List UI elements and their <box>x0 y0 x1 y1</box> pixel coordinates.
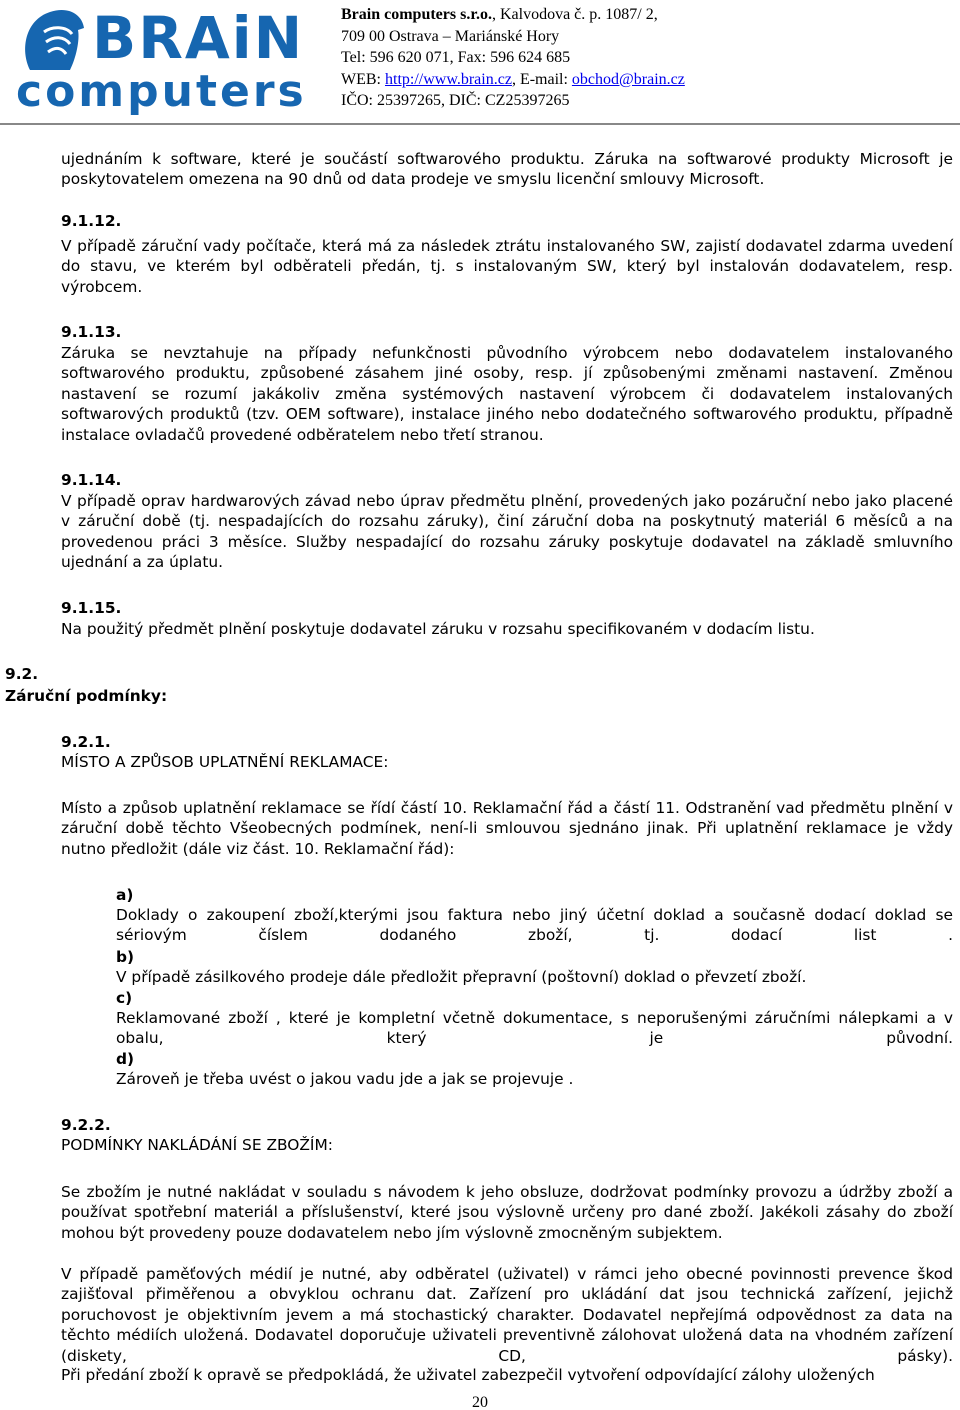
header-divider <box>0 123 960 125</box>
intro-paragraph: ujednáním k software, které je součástí softwarového produktu. Záruka na softwarové produkty Microsoft je poskytovatelem omezena na 90 dnů od data prodeje ve smyslu licenční smlouvy Microsoft. <box>61 150 953 189</box>
company-phone: Tel: 596 620 071, Fax: 596 624 685 <box>341 49 571 66</box>
section-9-1-13-text: Záruka se nevztahuje na případy nefunkčnosti původního výrobcem nebo dodavatelem instalovaného softwarového produktu, způsobené zásahem jiné osoby, resp. jí způsobenými změnami nastavení. Změnou nastavení se rozumí jakákoliv změna systémových nastavení výrobcem či dodavatelem instalovaných softwarových produktů (tzv. OEM software), instalace jiného nebo dodatečného softwarového produktu, případně instalace ovladačů provedené odběratelem nebo třetí stranou. <box>61 344 953 444</box>
item-a-text: Doklady o zakoupení zboží,kterými jsou faktura nebo jiný účetní doklad a současně dodací doklad se sériovým číslem dodaného zboží, tj. dodací list . <box>116 906 953 945</box>
section-9-1-15-text: Na použitý předmět plnění poskytuje dodavatel záruku v rozsahu specifikovaném v dodacím listu. <box>61 620 815 638</box>
logo-text-top: BRAiN <box>92 4 305 72</box>
item-a-label: a) <box>116 886 134 904</box>
item-c-label: c) <box>116 989 133 1007</box>
section-9-2-title: Záruční podmínky: <box>5 687 168 705</box>
brain-computers-logo <box>0 0 320 118</box>
section-9-1-13-number: 9.1.13. <box>61 323 122 341</box>
web-link[interactable]: http://www.brain.cz <box>385 70 512 88</box>
section-9-2-1-text: Místo a způsob uplatnění reklamace se řídí částí 10. Reklamační řád a částí 11. Odstranění vad předmětu plnění v záruční době těchto Všeobecných podmínek, není-li smlouvou sjednáno jinak. Při uplatnění reklamace je vždy nutno předložit (dále viz část. 10. Reklamační řád): <box>61 799 953 858</box>
section-9-1-14-number: 9.1.14. <box>61 471 122 489</box>
company-contact-block <box>341 4 685 112</box>
item-d-text: Zároveň je třeba uvést o jakou vadu jde a jak se projevuje . <box>116 1070 574 1088</box>
email-link[interactable]: obchod@brain.cz <box>571 70 685 88</box>
company-web-email <box>341 69 685 91</box>
section-9-2-2-paragraph-1: Se zbožím je nutné nakládat v souladu s návodem k jeho obsluze, dodržovat podmínky provozu a údržby zboží a používat spotřební materiál a příslušenství, které jsou výslovně určeny pro dané zboží. Jakékoli zásahy do zboží mohou být provedeny pouze dodavatelem nebo jím výslovně zmocněným subjektem. <box>61 1183 953 1242</box>
item-b-text: V případě zásilkového prodeje dále předložit přepravní (poštovní) doklad o převzetí zboží. <box>116 968 807 986</box>
company-address-line-2: 709 00 Ostrava – Mariánské Hory <box>341 27 560 45</box>
company-address-line-1 <box>341 4 685 26</box>
section-9-1-12-text: V případě záruční vady počítače, která má za následek ztrátu instalovaného SW, zajistí dodavatel zdarma uvedení do stavu, ve kterém byl odběrateli předán, tj. s instalovaným SW, který byl instalován dodavatelem, resp. výrobcem. <box>61 237 953 296</box>
section-9-1-14-text: V případě oprav hardwarových závad nebo úprav předmětu plnění, provedených jako pozáruční nebo jako placené v záruční době (tj. nespadajících do rozsahu záruky), činí záruční doba na poskytnutý materiál 6 měsíců a na provedenou práci 3 měsíce. Služby nespadající do rozsahu záruky poskytuje dodavatel na základě smluvního ujednání a za úplatu. <box>61 492 953 572</box>
item-b-label: b) <box>116 948 135 966</box>
company-name: Brain computers s.r.o. <box>341 6 492 23</box>
section-9-2-1-title: MÍSTO A ZPŮSOB UPLATNĚNÍ REKLAMACE: <box>61 753 389 771</box>
section-9-2-2-title: PODMÍNKY NAKLÁDÁNÍ SE ZBOŽÍM: <box>61 1136 333 1154</box>
company-address-1: , Kalvodova č. p. 1087/ 2, <box>491 6 658 23</box>
section-9-1-12-number: 9.1.12. <box>61 212 122 230</box>
section-9-1-15-number: 9.1.15. <box>61 599 122 617</box>
section-9-2-1-number: 9.2.1. <box>61 733 111 751</box>
company-ids: IČO: 25397265, DIČ: CZ25397265 <box>341 92 570 109</box>
section-9-2-2-paragraph-3: Při předání zboží k opravě se předpokládá, že uživatel zabezpečil vytvoření odpovídající zálohy uložených <box>61 1366 875 1384</box>
section-9-2-2-number: 9.2.2. <box>61 1116 111 1134</box>
item-d-label: d) <box>116 1050 135 1068</box>
page-header <box>0 0 960 124</box>
page-number: 20 <box>472 1394 488 1410</box>
section-9-2-number: 9.2. <box>5 665 39 683</box>
logo-text-bottom: computers <box>16 66 307 117</box>
email-label: , E-mail: <box>511 70 572 88</box>
web-label: WEB: <box>341 70 385 88</box>
item-c-text: Reklamované zboží , které je kompletní včetně dokumentace, s neporušenými záručními nálepkami a v obalu, který je původní. <box>116 1009 953 1048</box>
section-9-2-2-paragraph-2: V případě paměťových médií je nutné, aby odběratel (uživatel) v rámci jeho obecné povinnosti prevence škod zajišťoval přiměřenou a obvyklou ochranu dat. Zařízení pro ukládání dat jsou technická zařízení, jejichž poruchovost je objektivním jevem a má stochastický charakter. Dodavatel nepřejímá odpovědnost za data na těchto médiích uložená. Dodavatel doporučuje uživateli preventivně zálohovat uložená data na vhodném zařízení (diskety, CD, pásky). <box>61 1265 953 1365</box>
